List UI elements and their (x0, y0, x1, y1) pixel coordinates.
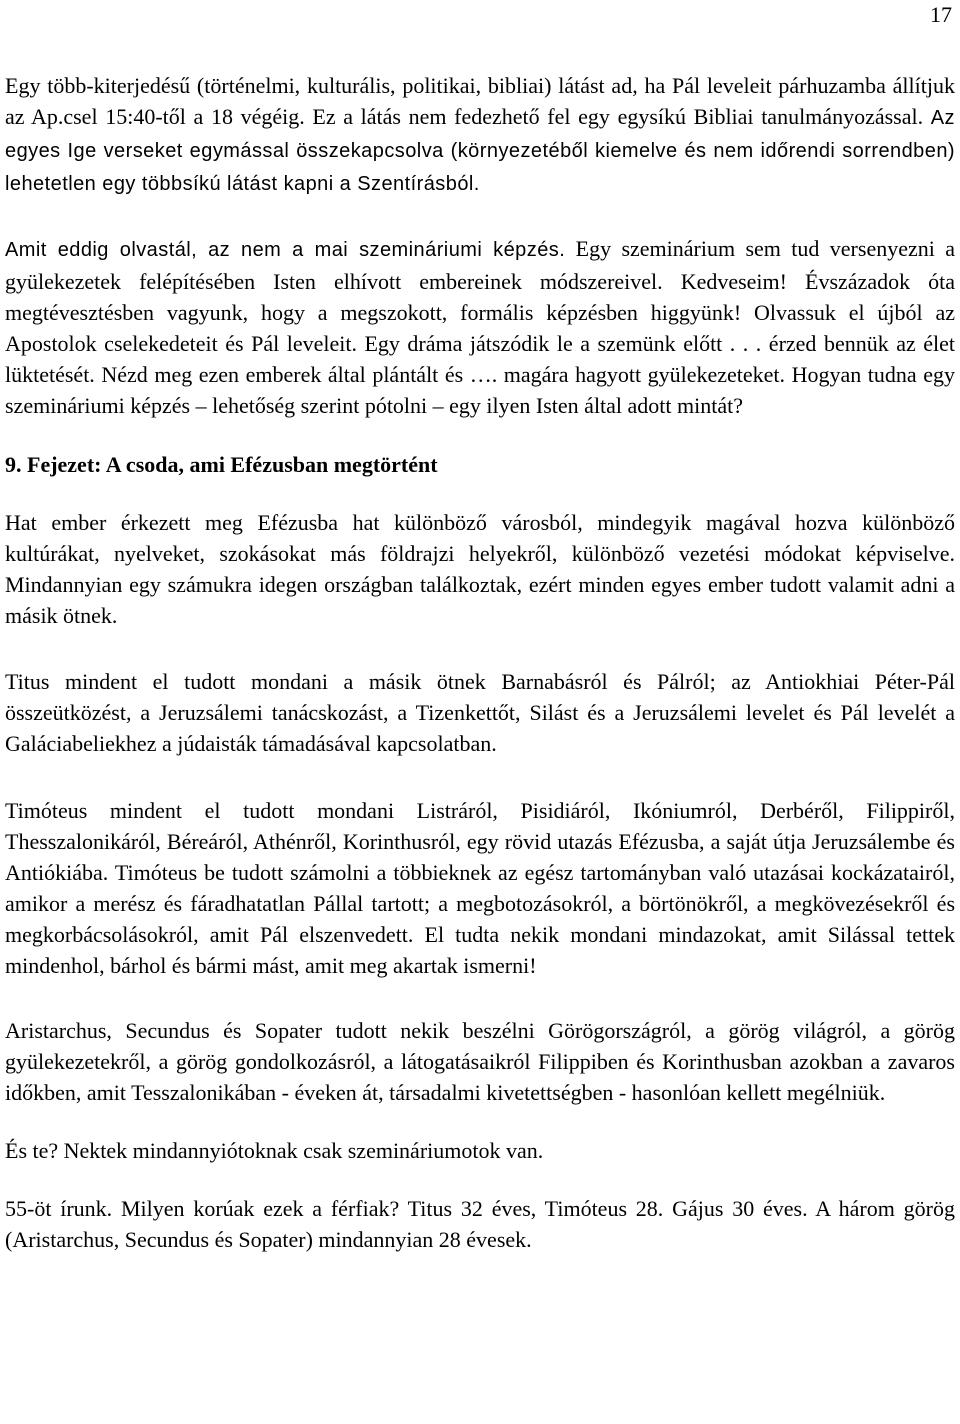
paragraph-3: Hat ember érkezett meg Efézusba hat különböző városból, mindegyik magával hozva különböző kultúrákat, nyelveket, szokásokat más földrajzi helyekről, különböző vezetési módokat képviselve. Mindannyian egy számukra idegen országban találkoztak, ezért minden egyes ember tudott valamit adni a másik ötnek. (5, 510, 955, 628)
chapter-title: 9. Fejezet: A csoda, ami Efézusban megtörtént (5, 452, 438, 477)
paragraph-8: 55-öt írunk. Milyen korúak ezek a férfiak? Titus 32 éves, Timóteus 28. Gájus 30 éves. A három görög (Aristarchus, Secundus és Sopater) mindannyian 28 évesek. (5, 1196, 955, 1252)
paragraph-6: Aristarchus, Secundus és Sopater tudott nekik beszélni Görögországról, a görög világról, a görög gyülekezetekről, a görög gondolkozásról, a látogatásaikról Filippiben és Korinthusban azokban a zavaros időkben, amit Tesszalonikában - éveken át, társadalmi kivetettségben - hasonlóan kellett megélniük. (5, 1018, 955, 1105)
paragraph-2-sentence-1: Amit eddig olvastál, az nem a mai szemináriumi képzés. (5, 239, 566, 261)
paragraph-4: Titus mindent el tudott mondani a másik ötnek Barnabásról és Pálról; az Antiokhiai Péter-Pál összeütközést, a Jeruzsálemi tanácskozást, a Tizenkettőt, Silást és a Jeruzsálemi levelet és Pál levelét a Galáciabeliekhez a júdaisták támadásával kapcsolatban. (5, 669, 955, 756)
paragraph-1-sentence-1: Egy több-kiterjedésű (történelmi, kulturális, politikai, bibliai) látást ad, ha Pál leveleit párhuzamba állítjuk az Ap.csel 15:40-től a 18 végéig. Ez a látás nem fedezhető fel egy egysíkú Bibliai tanulmányozással. (5, 73, 955, 129)
paragraph-2-rest: Egy szeminárium sem tud versenyezni a gyülekezetek felépítésében Isten elhívott embereinek módszereivel. Kedveseim! Évszázadok óta megtévesztésben vagyunk, hogy a megszokott, formális képzésben higgyünk! Olvassuk el újból az Apostolok cselekedeteit és Pál leveleit. Egy dráma játszódik le a szemünk előtt . . . érzed bennük az élet lüktetését. Nézd meg ezen emberek által plántált és …. magára hagyott gyülekezeteket. Hogyan tudna egy szemináriumi képzés – lehetőség szerint pótolni – egy ilyen Isten által adott mintát? (5, 236, 956, 418)
paragraph-1-sentence-2: Az egyes Ige verseket egymással összekapcsolva (környezetéből kiemelve és nem időrendi sorrendben) lehetetlen egy többsíkú látást kapni a Szentírásból. (5, 107, 955, 195)
paragraph-1 (5, 70, 955, 200)
page-number: 17 (930, 2, 952, 27)
paragraph-5: Timóteus mindent el tudott mondani Listráról, Pisidiáról, Ikóniumról, Derbéről, Filippiről, Thesszalonikáról, Béreáról, Athénről, Korinthusról, egy rövid utazás Efézusba, a saját útja Jeruzsálembe és Antiókiába. Timóteus be tudott számolni a többieknek az egész tartományban való utazásai kockázatairól, amikor a merész és fáradhatatlan Pállal tartott; a megbotozásokról, a börtönökről, a megkövezésekről és megkorbácsolásokról, amit Pál elszenvedett. El tudta nekik mondani mindazokat, amit Silással tettek mindenhol, bárhol és bármi mást, amit meg akartak ismerni! (5, 798, 955, 978)
paragraph-2 (5, 233, 955, 421)
paragraph-7: És te? Nektek mindannyiótoknak csak szemináriumotok van. (5, 1138, 544, 1163)
page-content (5, 70, 955, 1255)
